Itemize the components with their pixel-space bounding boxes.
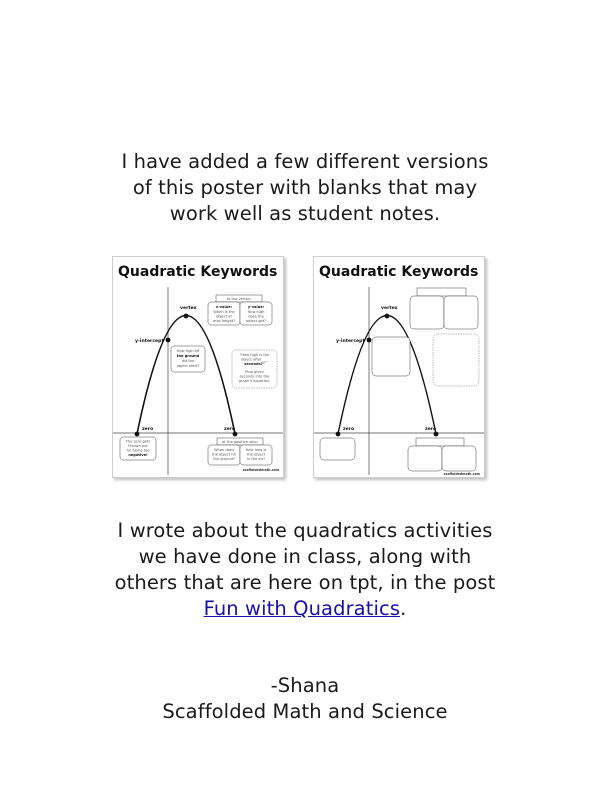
y-intercept-label: y-intercept [135, 339, 164, 344]
after-seconds-line: seconds into the [239, 374, 270, 379]
signature-name: -Shana [270, 674, 340, 697]
poster-blank-graphic [314, 257, 484, 477]
blank-y-value-box [444, 296, 478, 329]
y-intercept-point [367, 338, 372, 343]
poster-title: Quadratic Keywords [118, 264, 278, 280]
off-ground-line: the ground [176, 354, 200, 358]
outro-line: others that are here on tpt, in the post [114, 571, 496, 594]
vertex-point [385, 314, 390, 319]
negative-zero-line: for being too [126, 448, 150, 453]
vertex-label: vertex [381, 306, 398, 311]
poster-filled [112, 256, 284, 478]
zero-left-label: zero [142, 427, 154, 432]
how-long-line: How long is [245, 448, 267, 452]
poster-title: Quadratic Keywords [319, 264, 479, 280]
blank-vertex-header-box [417, 288, 466, 296]
when-line: When does [213, 448, 235, 452]
blank-when-box [408, 446, 442, 471]
negative-zero-line: thrown out [128, 444, 148, 448]
blank-positive-zero-header-box [416, 438, 464, 446]
after-seconds-line: "How high is the [239, 353, 270, 357]
outro-paragraph [0, 518, 610, 622]
negative-zero-line: The zero gets [125, 439, 151, 444]
when-line: the object hit [212, 452, 236, 457]
outro-line: we have done in class, along with [138, 545, 472, 568]
intro-line: I have added a few different versions [121, 150, 489, 173]
blank-after-seconds-box [433, 334, 479, 386]
blank-off-ground-box [372, 337, 410, 376]
after-seconds-line: graph's equation. [238, 379, 271, 383]
signature-org: Scaffolded Math and Science [162, 700, 448, 723]
blank-negative-zero-box [320, 438, 355, 460]
after-seconds-line: seconds?" [244, 362, 265, 366]
intro-paragraph [0, 149, 610, 227]
zero-left-point [336, 432, 341, 437]
zero-left-label: zero [343, 427, 355, 432]
how-long-line: in the air? [246, 457, 266, 461]
link-suffix: . [400, 597, 407, 620]
zero-right-point [434, 432, 439, 437]
vertex-point [184, 314, 189, 319]
parabola-curve [137, 316, 235, 435]
intro-line: work well as student notes. [169, 202, 441, 225]
off-ground-line: object start? [176, 364, 200, 368]
y-value-line: How high [247, 310, 265, 314]
y-intercept-label: y-intercept [336, 339, 365, 344]
y-value-title: y-value: [247, 305, 265, 309]
negative-zero-line: negative! [128, 453, 148, 457]
poster-filled-graphic [113, 257, 283, 477]
how-long-line: the object [246, 452, 266, 457]
poster-credit: scaffoldedmath.com [443, 472, 480, 476]
zero-right-label: zero [224, 427, 236, 432]
vertex-label: vertex [180, 306, 197, 311]
positive-zero-header: at the positive zero: [222, 440, 258, 444]
signature [0, 673, 610, 725]
x-value-line: object at [216, 314, 232, 319]
intro-line: of this poster with blanks that may [132, 176, 478, 199]
blank-x-value-box [410, 296, 444, 329]
when-line: the ground? [213, 457, 235, 461]
y-value-line: object get? [245, 319, 267, 323]
poster-blank [313, 256, 485, 478]
outro-line: I wrote about the quadratics activities [117, 519, 493, 542]
blank-how-long-box [442, 446, 476, 471]
off-ground-line: How high off [176, 349, 200, 353]
outro-link-line [0, 596, 610, 622]
zero-right-point [233, 432, 238, 437]
y-intercept-point [166, 338, 171, 343]
after-seconds-line: Plug given [245, 370, 264, 374]
x-value-line: When is the [213, 310, 235, 314]
after-seconds-line: object after ___ [240, 357, 269, 362]
poster-credit: scaffoldedmath.com [242, 468, 279, 472]
x-value-title: x-value: [215, 305, 233, 309]
zero-left-point [135, 432, 140, 437]
fun-with-quadratics-link[interactable]: Fun with Quadratics [203, 597, 401, 620]
off-ground-line: did the [181, 359, 195, 363]
y-value-line: does the [248, 314, 264, 319]
x-value-line: max height? [212, 319, 236, 323]
zero-right-label: zero [425, 427, 437, 432]
vertex-header: at the vertex: [226, 297, 252, 301]
